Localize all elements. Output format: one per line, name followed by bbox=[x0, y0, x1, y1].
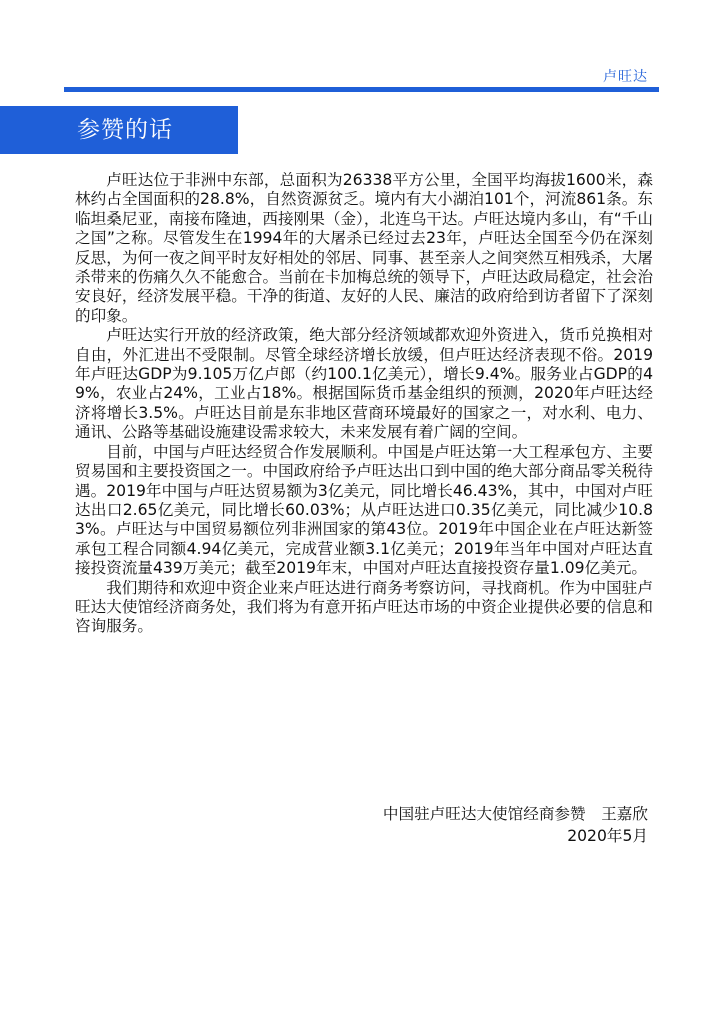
signature-date: 2020年5月 bbox=[567, 827, 648, 845]
body-text bbox=[75, 171, 653, 637]
section-title: 参赞的话 bbox=[77, 117, 173, 143]
header-rule bbox=[64, 87, 659, 92]
signature-author: 中国驻卢旺达大使馆经商参赞 王嘉欣 bbox=[382, 805, 648, 823]
running-header: 卢旺达 bbox=[603, 69, 648, 85]
paragraph: 卢旺达位于非洲中东部，总面积为26338平方公里，全国平均海拔1600米，森林约占全国面积的28.8%，自然资源贫乏。境内有大小湖泊101个，河流861条。东临坦桑尼亚，南接布隆迪，西接刚果（金），北连乌干达。卢旺达境内多山，有“千山之国”之称。尽管发生在1994年的大屠杀已经过去23年，卢旺达全国至今仍在深刻反思，为何一夜之间平时友好相处的邻居、同事、甚至亲人之间突然互相残杀，大屠杀带来的伤痛久久不能愈合。当前在卡加梅总统的领导下，卢旺达政局稳定，社会治安良好，经济发展平稳。干净的街道、友好的人民、廉洁的政府给到访者留下了深刻的印象。 bbox=[75, 171, 653, 325]
paragraph: 卢旺达实行开放的经济政策，绝大部分经济领域都欢迎外资进入，货币兑换相对自由，外汇进出不受限制。尽管全球经济增长放缓，但卢旺达经济表现不俗。2019年卢旺达GDP为9.105万亿卢郎（约100.1亿美元），增长9.4%。服务业占GDP的49%，农业占24%，工业占18%。根据国际货币基金组织的预测，2020年卢旺达经济将增长3.5%。卢旺达目前是东非地区营商环境最好的国家之一，对水利、电力、通讯、公路等基础设施建设需求较大，未来发展有着广阔的空间。 bbox=[75, 326, 653, 442]
signature-block bbox=[383, 803, 648, 847]
paragraph: 目前，中国与卢旺达经贸合作发展顺利。中国是卢旺达第一大工程承包方、主要贸易国和主要投资国之一。中国政府给予卢旺达出口到中国的绝大部分商品零关税待遇。2019年中国与卢旺达贸易额为3亿美元，同比增长46.43%，其中，中国对卢旺达出口2.65亿美元，同比增长60.03%；从卢旺达进口0.35亿美元，同比减少10.83%。卢旺达与中国贸易额位列非洲国家的第43位。2019年中国企业在卢旺达新签承包工程合同额4.94亿美元，完成营业额3.1亿美元；2019年当年中国对卢旺达直接投资流量439万美元；截至2019年末，中国对卢旺达直接投资存量1.09亿美元。 bbox=[75, 442, 653, 578]
paragraph: 我们期待和欢迎中资企业来卢旺达进行商务考察访问，寻找商机。作为中国驻卢旺达大使馆经济商务处，我们将为有意开拓卢旺达市场的中资企业提供必要的信息和咨询服务。 bbox=[75, 578, 653, 636]
